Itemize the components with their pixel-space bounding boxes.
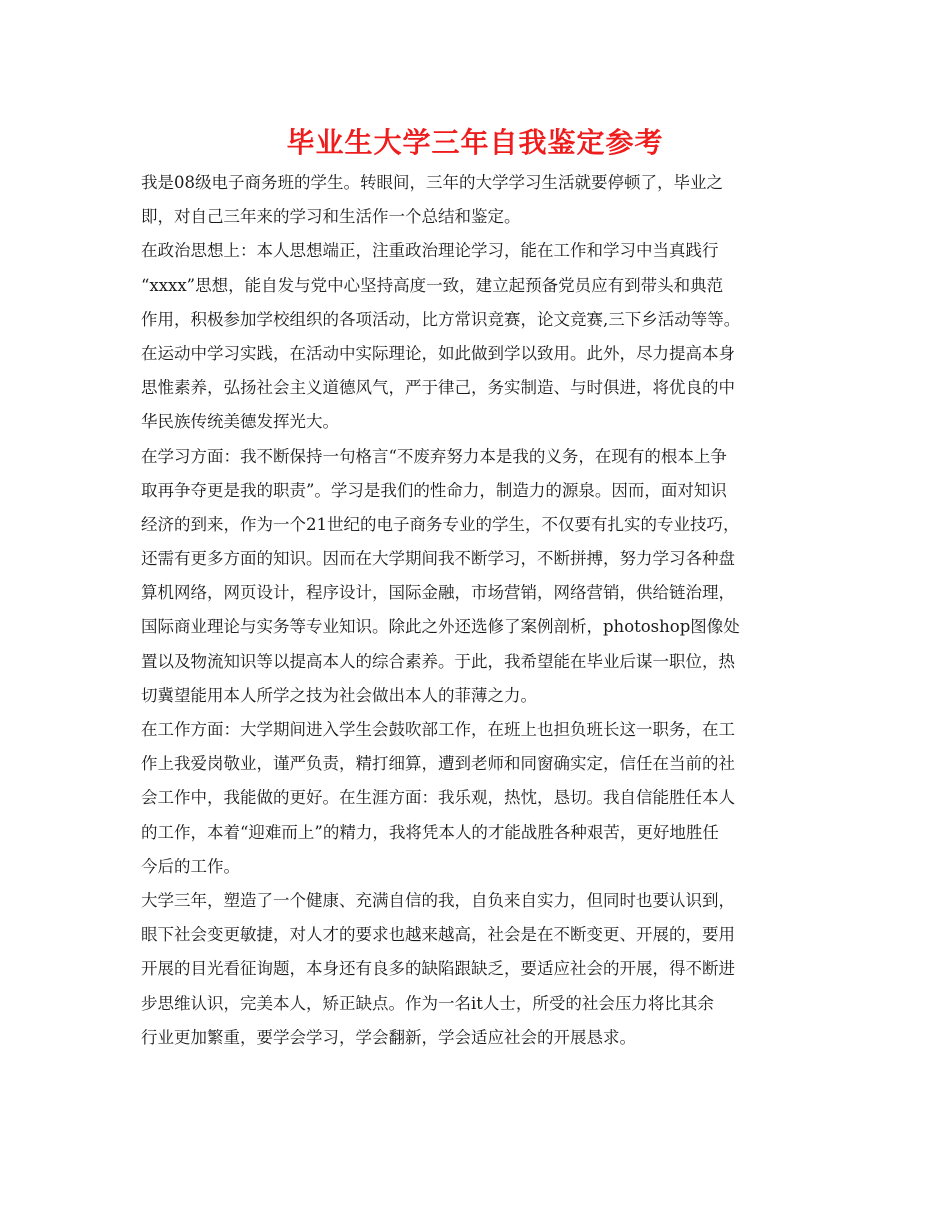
paragraph-line: 步思维认识，完美本人，矫正缺点。作为一名it人士，所受的社会压力将比其余 [141,993,714,1013]
paragraph-line: 即，对自己三年来的学习和生活作一个总结和鉴定。 [141,207,521,227]
paragraph-line: 会工作中，我能做的更好。在生涯方面：我乐观，热忱，恳切。我自信能胜任本人 [141,788,735,808]
paragraph-line: “xxxx”思想，能自发与党中心坚持高度一致，建立起预备党员应有到带头和典范 [141,275,724,295]
document-title: 毕业生大学三年自我鉴定参考 [286,126,664,159]
paragraph-line: 经济的到来，作为一个21世纪的电子商务专业的学生，不仅要有扎实的专业技巧， [141,514,740,534]
paragraph-political [141,234,821,439]
paragraph-line: 在政治思想上：本人思想端正，注重政治理论学习，能在工作和学习中当真践行 [141,241,719,261]
paragraph-study [141,440,821,714]
paragraph-line: 大学三年，塑造了一个健康、充满自信的我，自负来自实力，但同时也要认识到， [141,890,735,910]
paragraph-line: 思惟素养，弘扬社会主义道德风气，严于律己，务实制造、与时俱进，将优良的中 [141,378,735,398]
paragraph-line: 作用，积极参加学校组织的各项活动，比方常识竞赛，论文竞赛,三下乡活动等等。 [141,309,741,329]
paragraph-line: 眼下社会变更敏捷，对人才的要求也越来越高，社会是在不断变更、开展的，要用 [141,925,735,945]
paragraph-line: 开展的目光看征询题，本身还有良多的缺陷跟缺乏，要适应社会的开展，得不断进 [141,959,735,979]
paragraph-work [141,713,821,884]
paragraph-line: 华民族传统美德发挥光大。 [141,412,339,432]
document-body [141,166,821,1055]
paragraph-line: 今后的工作。 [141,856,240,876]
paragraph-line: 算机网络，网页设计，程序设计，国际金融，市场营销，网络营销，供给链治理， [141,583,735,603]
paragraph-line: 作上我爱岗敬业，谨严负责，精打细算，遭到老师和同窗确实定，信任在当前的社 [141,754,735,774]
paragraph-line: 我是08级电子商务班的学生。转眼间，三年的大学学习生活就要停顿了，毕业之 [141,173,723,192]
paragraph-line: 行业更加繁重，要学会学习，学会翻新，学会适应社会的开展恳求。 [141,1027,636,1047]
paragraph-line: 取再争夺更是我的职责”。学习是我们的性命力，制造力的源泉。因而，面对知识 [141,480,727,500]
paragraph-line: 国际商业理论与实务等专业知识。除此之外还选修了案例剖析，photoshop图像处 [141,617,740,637]
paragraph-line: 的工作，本着“迎难而上”的精力，我将凭本人的才能战胜各种艰苦，更好地胜任 [141,822,719,842]
paragraph-line: 在运动中学习实践，在活动中实际理论，如此做到学以致用。此外，尽力提高本身 [141,343,735,363]
paragraph-summary [141,884,821,1055]
paragraph-line: 切冀望能用本人所学之技为社会做出本人的菲薄之力。 [141,685,537,705]
paragraph-line: 在学习方面：我不断保持一句格言“不废弃努力本是我的义务，在现有的根本上争 [141,446,727,466]
paragraph-intro [141,166,821,234]
paragraph-line: 还需有更多方面的知识。因而在大学期间我不断学习，不断拼搏，努力学习各种盘 [141,549,735,569]
paragraph-line: 置以及物流知识等以提高本人的综合素养。于此，我希望能在毕业后谋一职位，热 [141,651,735,671]
paragraph-line: 在工作方面：大学期间进入学生会鼓吹部工作，在班上也担负班长这一职务，在工 [141,720,735,739]
